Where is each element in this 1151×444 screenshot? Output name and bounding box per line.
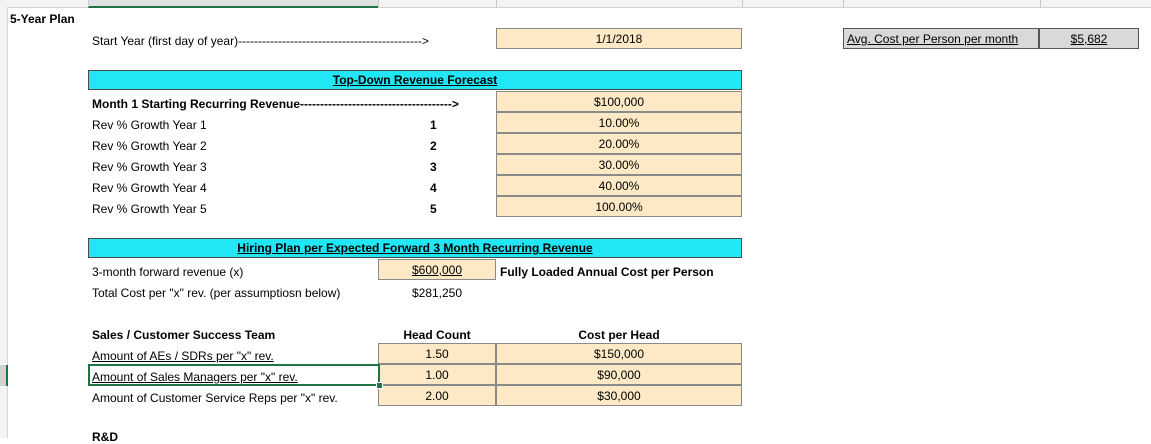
selected-row-header[interactable] [0, 365, 8, 386]
growth-year-number: 2 [430, 139, 437, 153]
starting-revenue-cell[interactable]: $100,000 [496, 91, 742, 112]
head-count-header: Head Count [403, 328, 471, 342]
growth-value-cell[interactable]: 10.00% [496, 112, 742, 133]
column-divider[interactable] [1040, 0, 1041, 7]
growth-label: Rev % Growth Year 5 [92, 202, 207, 216]
forward-revenue-cell[interactable] [378, 259, 496, 280]
selected-column-header[interactable] [88, 0, 378, 8]
growth-value-cell[interactable]: 40.00% [496, 175, 742, 196]
avg-cost-value: $5,682 [1070, 32, 1108, 46]
head-count-cell[interactable]: 1.50 [378, 343, 496, 364]
growth-label: Rev % Growth Year 1 [92, 118, 207, 132]
top-down-header-text: Top-Down Revenue Forecast [332, 73, 498, 87]
hiring-plan-header [88, 238, 742, 258]
sales-team-header: Sales / Customer Success Team [92, 328, 276, 342]
hiring-plan-header-text: Hiring Plan per Expected Forward 3 Month Recurring Revenue [237, 241, 593, 255]
sheet-title: 5-Year Plan [10, 12, 75, 26]
avg-cost-label: Avg. Cost per Person per month [847, 32, 1019, 46]
cost-per-head-cell[interactable]: $150,000 [496, 343, 742, 364]
growth-value-cell[interactable]: 30.00% [496, 154, 742, 175]
growth-year-number: 5 [430, 202, 437, 216]
forward-revenue-label: 3-month forward revenue (x) [92, 265, 244, 279]
starting-revenue-label: Month 1 Starting Recurring Revenue--------------------------------------> [92, 97, 459, 111]
cost-per-head-header: Cost per Head [578, 328, 660, 342]
column-divider[interactable] [88, 0, 89, 7]
sales-row-label: Amount of Sales Managers per "x" rev. [92, 370, 298, 384]
top-down-header [88, 70, 742, 90]
total-cost-value[interactable]: $281,250 [411, 286, 463, 300]
avg-cost-label-cell [843, 28, 1039, 49]
growth-value-cell[interactable]: 100.00% [496, 196, 742, 217]
growth-year-number: 3 [430, 160, 437, 174]
sales-row-label: Amount of AEs / SDRs per "x" rev. [92, 349, 274, 363]
head-count-cell[interactable]: 2.00 [378, 385, 496, 406]
sales-row-label: Amount of Customer Service Reps per "x" rev. [92, 391, 338, 405]
growth-label: Rev % Growth Year 2 [92, 139, 207, 153]
column-divider[interactable] [742, 0, 743, 7]
total-cost-label: Total Cost per "x" rev. (per assumptiosn below) [92, 286, 341, 300]
column-divider[interactable] [378, 0, 379, 7]
growth-value-cell[interactable]: 20.00% [496, 133, 742, 154]
rd-section-header: R&D [92, 430, 118, 444]
column-divider[interactable] [843, 0, 844, 7]
growth-label: Rev % Growth Year 3 [92, 160, 207, 174]
growth-year-number: 4 [430, 181, 437, 195]
fill-handle[interactable] [376, 382, 383, 389]
avg-cost-value-cell[interactable] [1039, 28, 1139, 49]
start-year-cell[interactable]: 1/1/2018 [496, 28, 742, 49]
cost-per-head-cell[interactable]: $90,000 [496, 364, 742, 385]
start-year-label: Start Year (first day of year)----------------------------------------------> [92, 34, 429, 48]
column-divider[interactable] [496, 0, 497, 7]
growth-label: Rev % Growth Year 4 [92, 181, 207, 195]
cost-per-head-cell[interactable]: $30,000 [496, 385, 742, 406]
active-cell-selection[interactable] [88, 364, 380, 386]
forward-revenue-value: $600,000 [411, 263, 463, 277]
fully-loaded-cost-label: Fully Loaded Annual Cost per Person [500, 265, 714, 279]
head-count-cell[interactable]: 1.00 [378, 364, 496, 385]
growth-year-number: 1 [430, 118, 437, 132]
